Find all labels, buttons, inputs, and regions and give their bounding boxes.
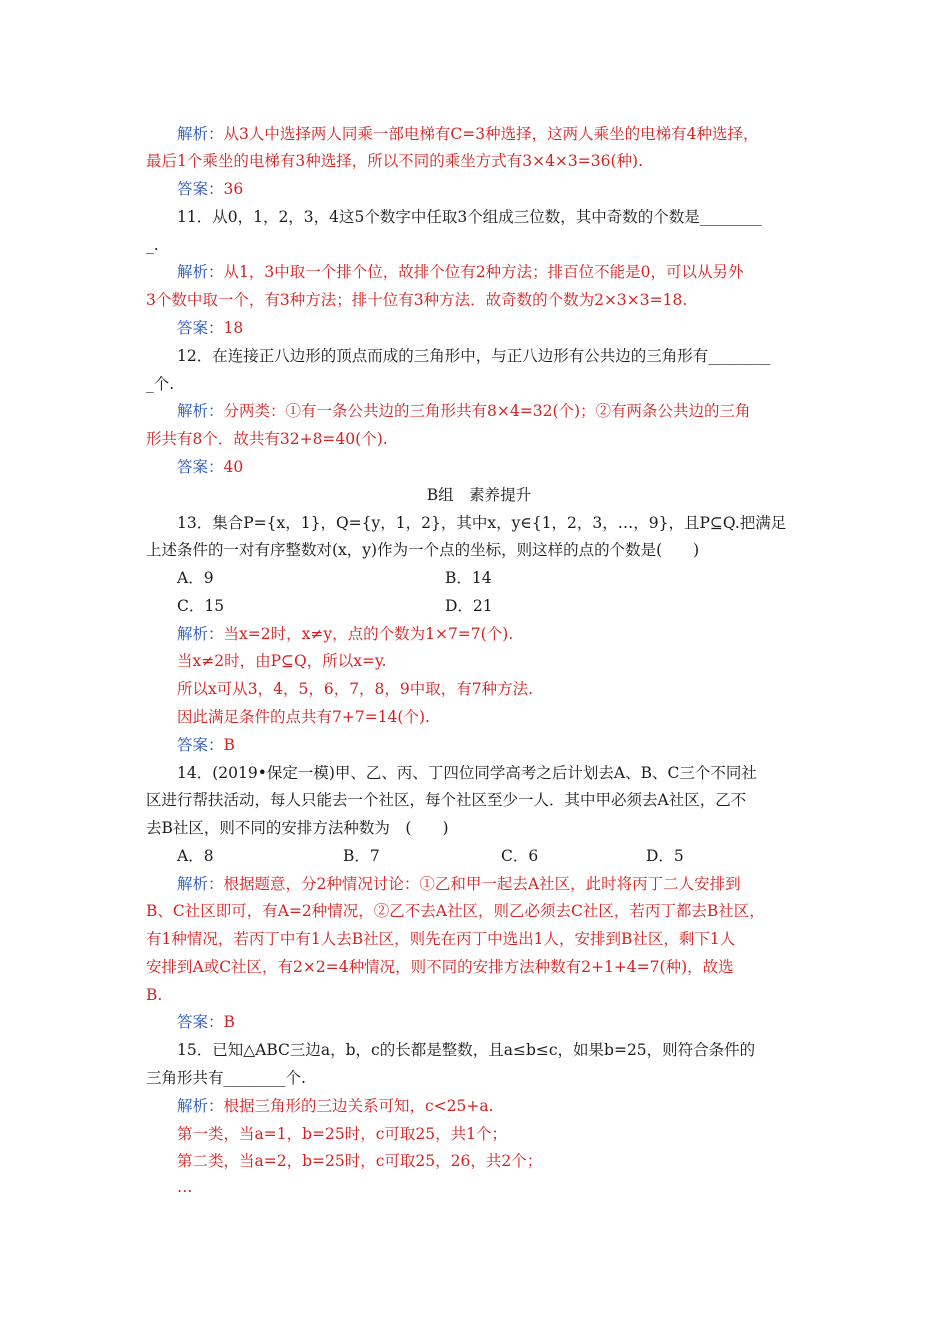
section-title: B组 素养提升 — [426, 486, 532, 504]
q12-stem-line-1: 12．在连接正八边形的顶点而成的三角形中，与正八边形有公共边的三角形有________ — [177, 347, 771, 365]
q12-analysis-line-2: 形共有8个．故共有32+8=40(个). — [146, 430, 388, 448]
q13-option-d: D．21 — [445, 597, 493, 615]
q13-option-c: C．15 — [177, 597, 225, 615]
analysis-text: 从3人中选择两人同乘一部电梯有C=3种选择，这两人乘坐的电梯有4种选择， — [223, 125, 759, 143]
q15-stem-line-2: 三角形共有________个. — [146, 1069, 306, 1087]
analysis-text: 当x=2时，x≠y，点的个数为1×7=7(个). — [223, 625, 514, 643]
q15-stem-line-1: 15．已知△ABC三边a，b，c的长都是整数，且a≤b≤c，如果b=25，则符合条件的 — [177, 1041, 756, 1059]
q14-option-d: D．5 — [646, 847, 684, 865]
q12-answer — [177, 457, 843, 477]
q12-stem-line-2: _个. — [146, 375, 175, 393]
q11-analysis-line-2: 3个数中取一个，有3种方法；排十位有3种方法．故奇数的个数为2×3×3=18. — [146, 291, 688, 309]
q13-stem-line-1: 13．集合P={x，1}，Q={y，1，2}，其中x，y∈{1，2，3，…，9}，且P⊆Q.把满足 — [177, 514, 787, 532]
q11-stem-line-2: _. — [146, 236, 159, 254]
answer-value: 36 — [223, 180, 244, 198]
analysis-label: 解析： — [177, 263, 224, 281]
q14-answer — [177, 1012, 843, 1032]
answer-label: 答案： — [177, 736, 224, 754]
q10-analysis-line-2: 最后1个乘坐的电梯有3种选择，所以不同的乘坐方式有3×4×3=36(种). — [146, 152, 644, 170]
q15-analysis-line-4: … — [177, 1178, 193, 1196]
q14-stem-line-2: 区进行帮扶活动，每人只能去一个社区，每个社区至少一人．其中甲必须去A社区，乙不 — [146, 791, 747, 809]
q15-analysis-line-1 — [177, 1096, 843, 1116]
answer-value: 40 — [223, 458, 244, 476]
q14-stem-line-1: 14．(2019•保定一模)甲、乙、丙、丁四位同学高考之后计划去A、B、C三个不同社 — [177, 764, 757, 782]
analysis-label: 解析： — [177, 1097, 224, 1115]
q10-analysis-line-1 — [177, 124, 843, 144]
analysis-label: 解析： — [177, 125, 224, 143]
answer-label: 答案： — [177, 319, 224, 337]
answer-label: 答案： — [177, 180, 224, 198]
q13-analysis-line-2: 当x≠2时，由P⊆Q，所以x=y. — [177, 652, 387, 670]
q14-analysis-line-1 — [177, 874, 843, 894]
q14-analysis-line-2: B、C社区即可，有A=2种情况，②乙不去A社区，则乙必须去C社区，若丙丁都去B社区， — [146, 902, 765, 920]
analysis-text: 根据题意，分2种情况讨论：①乙和甲一起去A社区，此时将丙丁二人安排到 — [223, 875, 741, 893]
analysis-text: 根据三角形的三边关系可知，c<25+a. — [223, 1097, 494, 1115]
q13-analysis-line-3: 所以x可从3，4，5，6，7，8，9中取，有7种方法. — [177, 680, 534, 698]
q13-analysis-line-1 — [177, 624, 843, 644]
answer-value: B — [223, 1013, 235, 1031]
q15-analysis-line-3: 第二类，当a=2，b=25时，c可取25，26，共2个； — [177, 1152, 543, 1170]
answer-label: 答案： — [177, 1013, 224, 1031]
analysis-label: 解析： — [177, 625, 224, 643]
analysis-text: 分两类：①有一条公共边的三角形共有8×4=32(个)；②有两条公共边的三角 — [223, 402, 751, 420]
q11-stem-line-1: 11．从0，1，2，3，4这5个数字中任取3个组成三位数，其中奇数的个数是________ — [177, 208, 762, 226]
q13-option-b: B．14 — [445, 569, 492, 587]
q13-stem-line-2: 上述条件的一对有序整数对(x，y)作为一个点的坐标，则这样的点的个数是( ) — [146, 541, 700, 559]
q13-analysis-line-4: 因此满足条件的点共有7+7=14(个). — [177, 708, 430, 726]
q11-analysis-line-1 — [177, 262, 843, 282]
q13-option-a: A．9 — [177, 569, 214, 587]
analysis-label: 解析： — [177, 875, 224, 893]
q14-option-a: A．8 — [177, 847, 214, 865]
q14-option-c: C．6 — [501, 847, 539, 865]
answer-value: B — [223, 736, 235, 754]
q14-option-b: B．7 — [343, 847, 380, 865]
analysis-label: 解析： — [177, 402, 224, 420]
q12-analysis-line-1 — [177, 401, 843, 421]
q13-answer — [177, 735, 843, 755]
q10-answer — [177, 179, 843, 199]
answer-label: 答案： — [177, 458, 224, 476]
q14-analysis-line-3: 有1种情况，若丙丁中有1人去B社区，则先在丙丁中选出1人，安排到B社区，剩下1人 — [146, 930, 736, 948]
q14-analysis-line-4: 安排到A或C社区，有2×2=4种情况，则不同的安排方法种数有2+1+4=7(种)，故选 — [146, 958, 734, 976]
answer-value: 18 — [223, 319, 244, 337]
q14-stem-line-3: 去B社区，则不同的安排方法种数为 ( ) — [146, 819, 449, 837]
analysis-text: 从1，3中取一个排个位，故排个位有2种方法；排百位不能是0，可以从另外 — [223, 263, 744, 281]
q15-analysis-line-2: 第一类，当a=1，b=25时，c可取25，共1个； — [177, 1125, 507, 1143]
q11-answer — [177, 318, 843, 338]
q14-analysis-line-5: B. — [146, 986, 163, 1004]
